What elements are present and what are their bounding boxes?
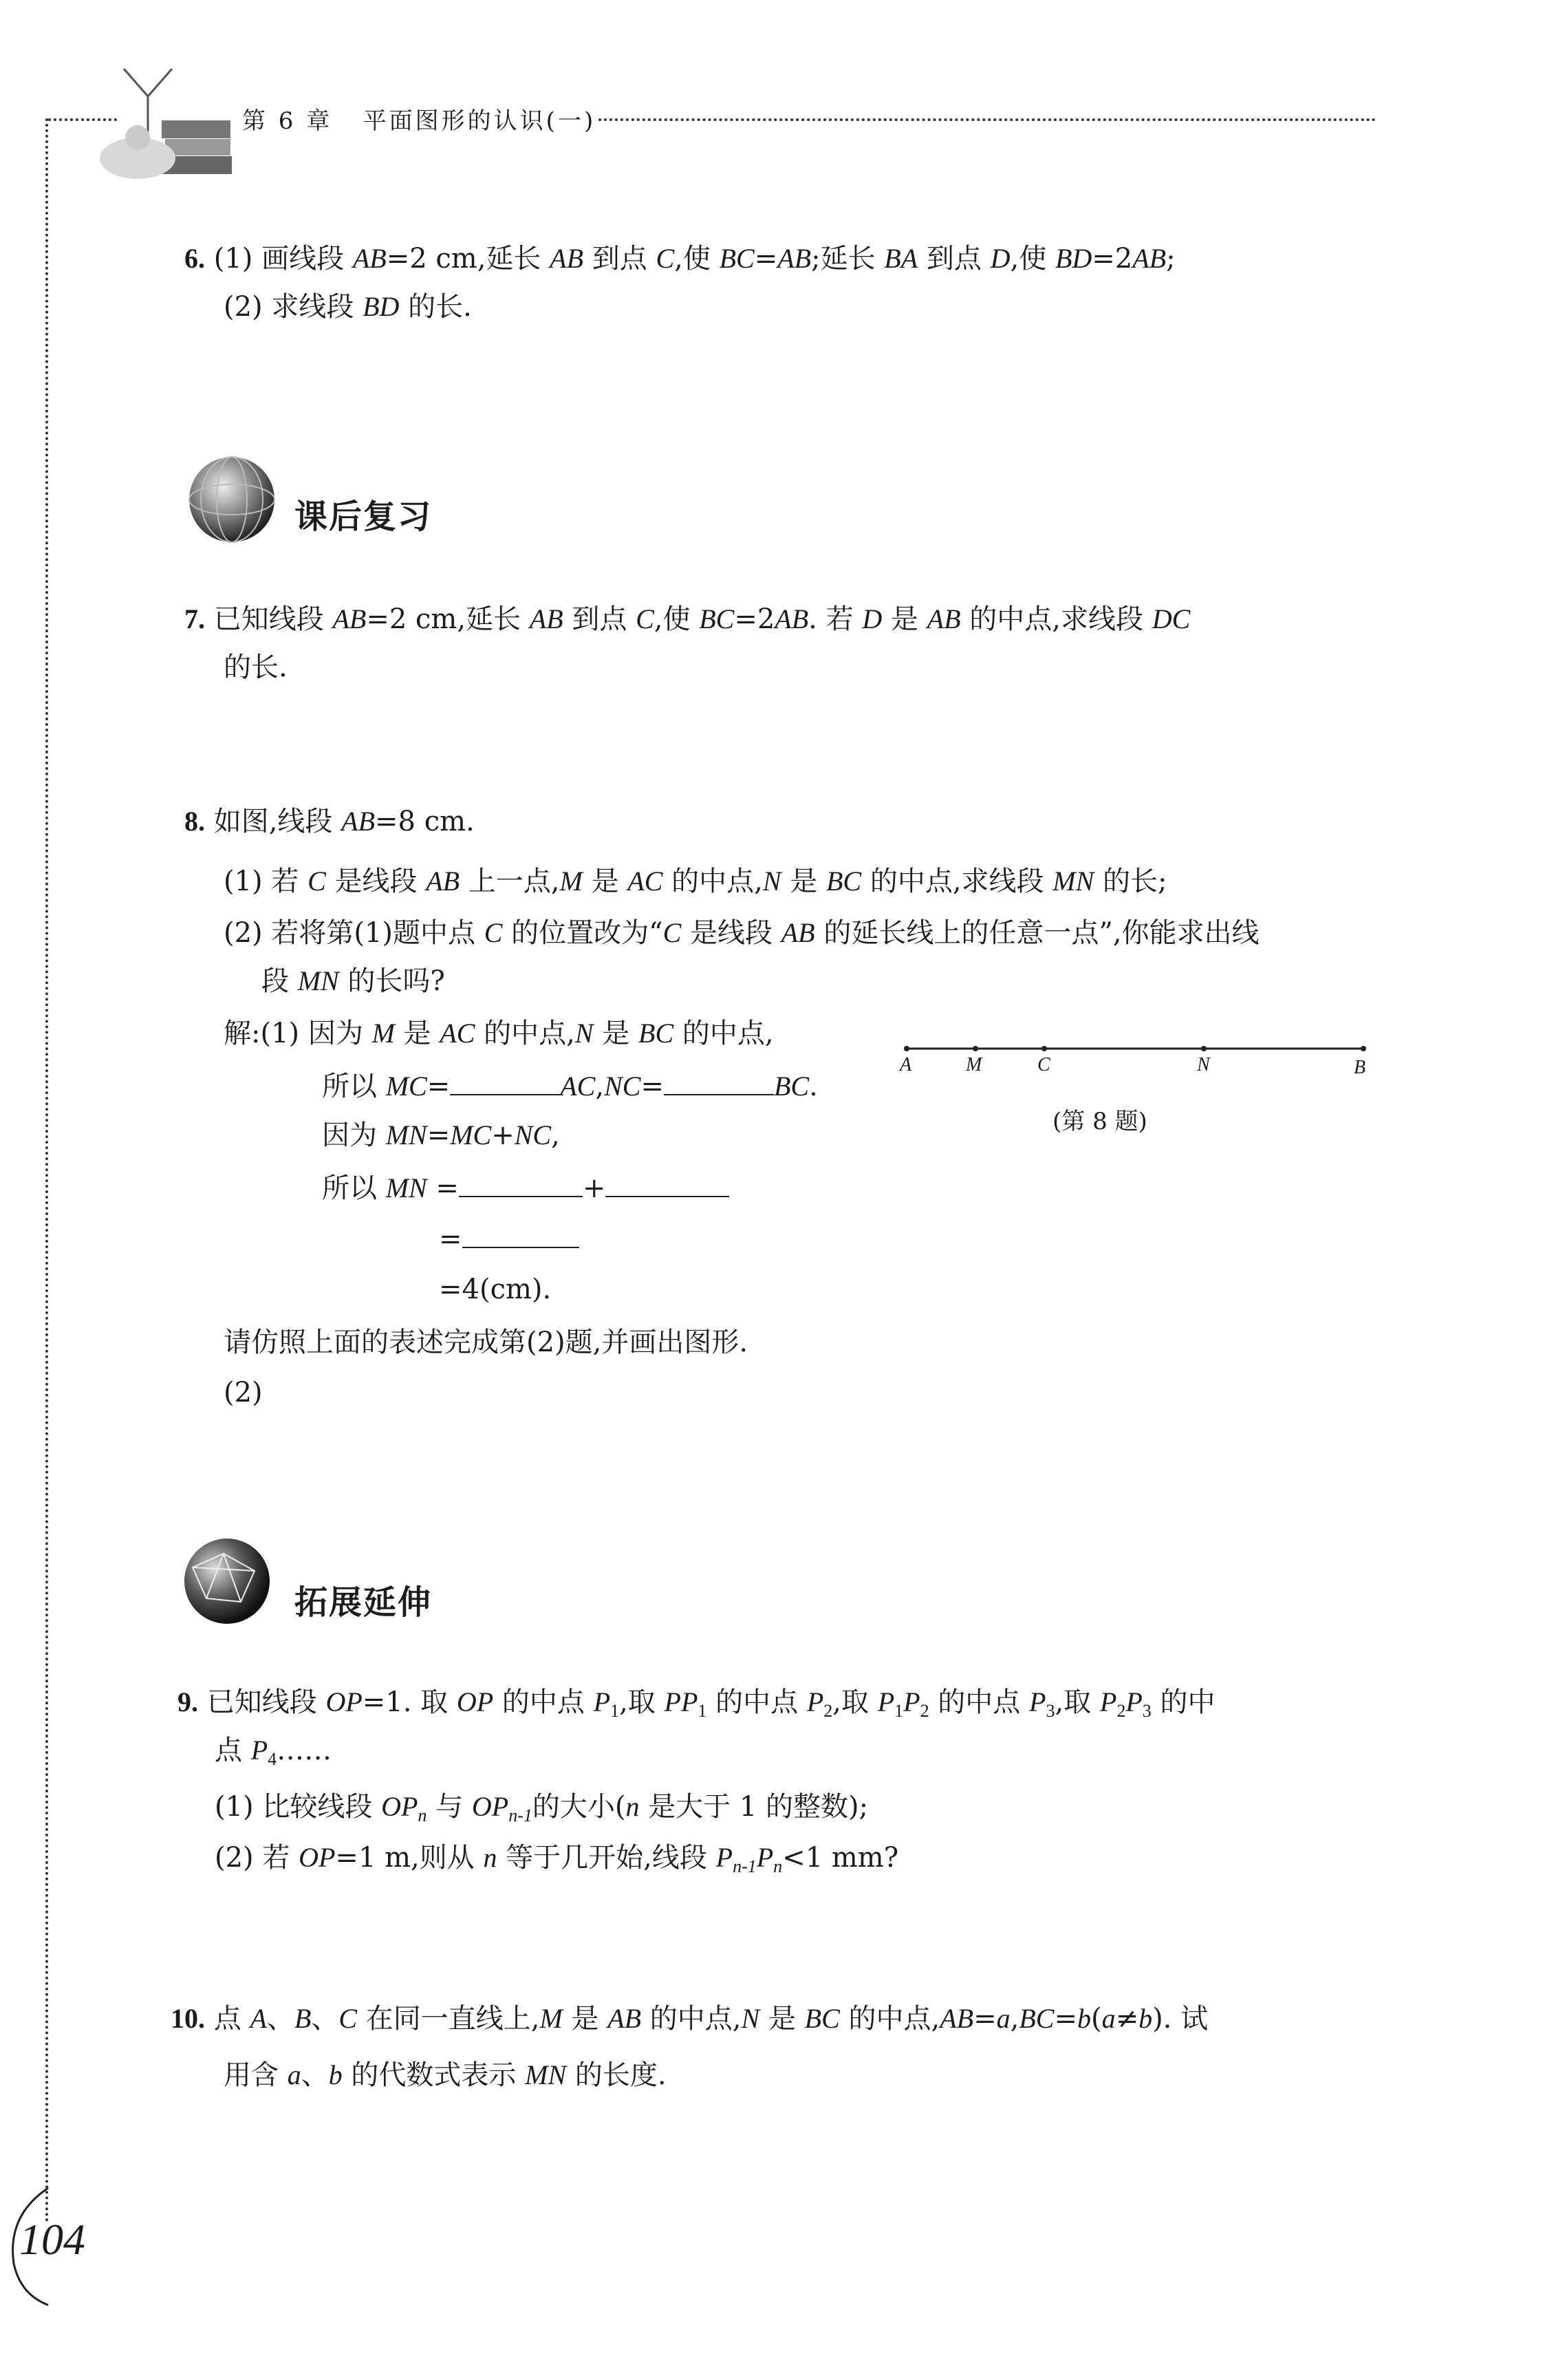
question-7-line-1: 7. 已知线段 AB=2 cm,延长 AB 到点 C,使 BC=2AB. 若 D 是 AB 的中点,求线段 DC [184,603,1191,635]
question-8-part-2-line-1: (2) 若将第(1)题中点 C 的位置改为“C 是线段 AB 的延长线上的任意一点”,你能求出线 [224,917,1260,949]
question-9-part-1: (1) 比较线段 $OP_n$ 与 $OP_{n-1}$的大小(n 是大于 1 的整数); [215,1791,869,1825]
answer-blank-1[interactable] [450,1066,560,1095]
solution-line-2: 所以 MC= AC,NC= BC. [322,1066,818,1104]
sphere-icon-extension [175,1533,279,1629]
question-10-line-2: 用含 a、b 的代数式表示 MN 的长度. [224,2059,667,2091]
point-label-a: A [900,1054,912,1075]
answer-blank-2[interactable] [664,1066,774,1095]
section-title-review: 课后复习 [294,497,433,536]
point-n [1201,1046,1207,1051]
answer-blank-3[interactable] [459,1168,583,1197]
point-b [1361,1046,1366,1051]
solution-line-1: 解:(1) 因为 M 是 AC 的中点,N 是 BC 的中点, [224,1018,774,1049]
question-9-line-2: 点 $P_4\dots\dots$ [215,1735,332,1769]
margin-dotted-line [45,118,48,2224]
header-chapter: 第 6 章 平面图形的认识(一) [242,107,596,135]
point-label-c: C [1037,1054,1050,1075]
question-10-line-1: 10. 点 A、B、C 在同一直线上,M 是 AB 的中点,N 是 BC 的中点,AB=a,BC=b(a≠b). 试 [171,2003,1209,2035]
solution-line-4: 所以 MN = + [322,1168,729,1206]
question-6-line-2: (2) 求线段 BD 的长. [224,291,472,323]
question-9-part-2: (2) 若 OP=1 m,则从 n 等于几开始,线段 $P_{n-1}P_n<1$ mm? [215,1842,899,1876]
point-c [1041,1046,1047,1051]
solution-instruction: 请仿照上面的表述完成第(2)题,并画出图形. [224,1327,748,1358]
page-number: 104 [19,2215,85,2264]
header-dotted-rule [598,118,1376,121]
sphere-icon-review [180,453,283,549]
figure-caption: (第 8 题) [1053,1108,1147,1135]
solution-line-3: 因为 MN=MC+NC, [322,1119,560,1151]
question-8-line-1: 8. 如图,线段 AB=8 cm. [184,806,475,837]
point-label-n: N [1197,1054,1210,1075]
point-label-m: M [966,1054,982,1075]
point-a [904,1046,909,1051]
section-title-extension: 拓展延伸 [294,1583,433,1622]
answer-blank-4[interactable] [605,1168,729,1197]
question-8-part-2-line-2: 段 MN 的长吗? [261,965,445,997]
point-label-b: B [1354,1057,1366,1078]
solution-part-2-label: (2) [224,1377,263,1408]
question-6-line-1: 6. (1) 画线段 AB=2 cm,延长 AB 到点 C,使 BC=AB;延长 BA 到点 D,使 BD=2AB; [184,243,1176,275]
question-9-line-1: 9. 已知线段 OP=1. 取 OP 的中点 $P_1$,取 $PP_1$ 的中点 $P_2$,取 $P_1P_2$ 的中点 $P_3$,取 $P_2P_3$ 的中 [177,1686,1216,1721]
solution-line-5: = [439,1219,579,1257]
header-dotted-rule-left [48,118,117,121]
solution-line-6: =4(cm). [439,1274,552,1305]
point-m [973,1046,978,1051]
question-8-part-1: (1) 若 C 是线段 AB 上一点,M 是 AC 的中点,N 是 BC 的中点,求线段 MN 的长; [224,866,1167,897]
question-7-line-2: 的长. [224,652,288,683]
answer-blank-5[interactable] [462,1219,579,1248]
